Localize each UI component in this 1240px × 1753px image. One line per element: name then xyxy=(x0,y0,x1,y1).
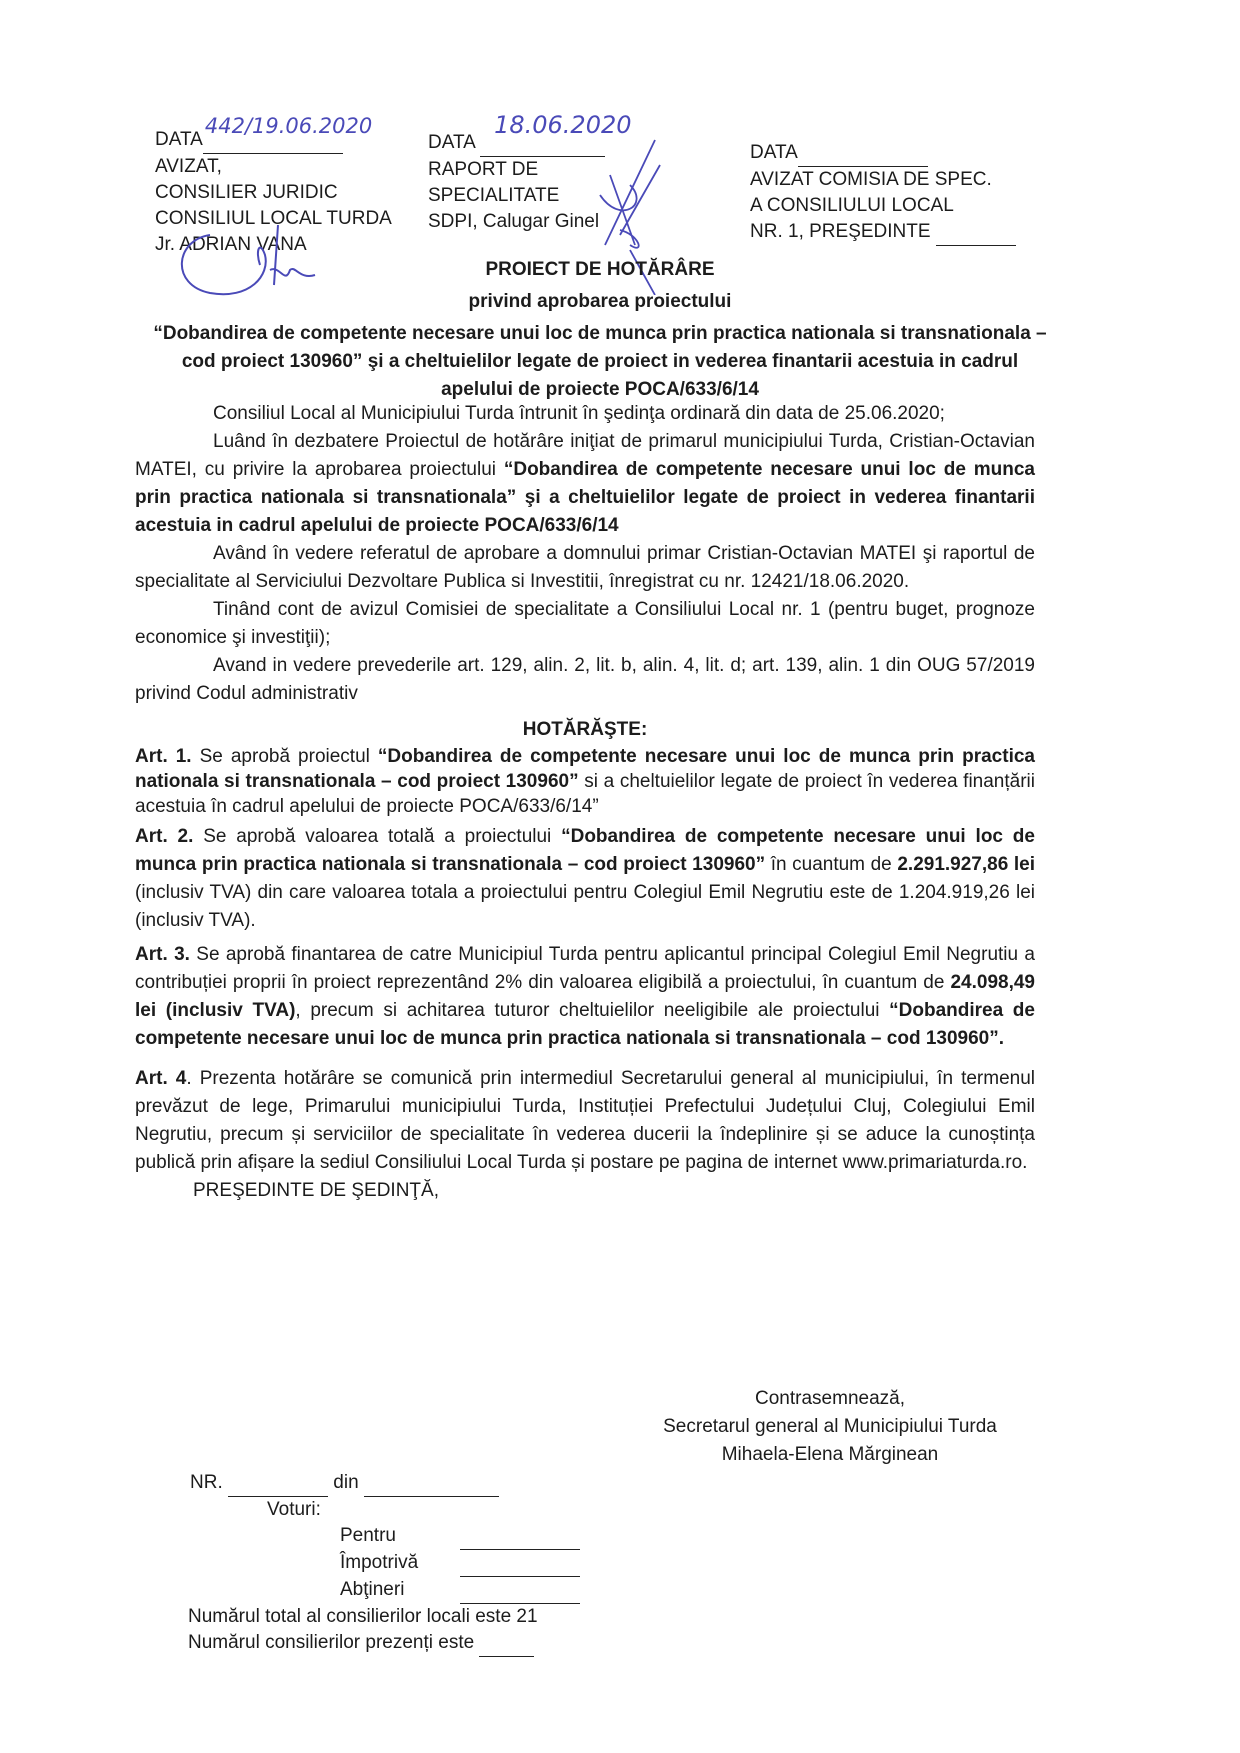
decision-heading: HOTĂRĂŞTE: xyxy=(522,719,648,740)
nr-row xyxy=(190,1470,580,1497)
article-3 xyxy=(135,941,1035,1053)
vote-row-abstain xyxy=(340,1577,580,1604)
header-right-block xyxy=(750,140,1016,246)
header-middle-block xyxy=(428,111,632,235)
preamble-paragraph xyxy=(135,428,1035,540)
total-councillors: Numărul total al consilierilor locali este 21 xyxy=(188,1606,538,1627)
date-field xyxy=(480,111,632,157)
vote-row-for xyxy=(340,1523,580,1550)
article-text: Se aprobă proiectul xyxy=(191,746,378,767)
din-label: din xyxy=(333,1472,359,1493)
document-title: PROIECT DE HOTĂRÂRE xyxy=(485,259,715,280)
header-right-president-row xyxy=(750,219,1016,246)
vote-label: Abţineri xyxy=(340,1579,405,1600)
present-councillors-row xyxy=(188,1630,580,1657)
header-left-line: Jr. ADRIAN VANA xyxy=(155,234,307,255)
project-title: “Dobandirea de competente necesare unui loc de munca prin practica nationala si transnationala – cod proiect 130960” şi a cheltuielilor legate de proiect in vederea finantarii acestuia in cadrul apelului de proiecte POCA/633/6/14 xyxy=(153,323,1047,400)
vote-row-against xyxy=(340,1550,580,1577)
article-text: . Prezenta hotărâre se comunică prin intermediul Secretarului general al municipiului, în termenul prevăzut de lege, Primarului municipiului Turda, Instituției Prefectului Județului Cluj, Colegiului Emil Negrutiu, precum și serviciilor de specialitate în vederea ducerii la îndeplinire și se aduce la cunoștința publică prin afișare la sediul Consiliului Local Turda și postare pe pagina de internet www.primariaturda.ro. xyxy=(135,1068,1035,1173)
header-middle-line: SPECIALITATE xyxy=(428,185,560,206)
president-signature-field xyxy=(936,219,1016,246)
date-field xyxy=(203,114,373,154)
article-text: si a cheltuielilor legate de proiect în vederea finanțării acestuia în cadrul apelului de proiecte POCA/633/6/14” xyxy=(135,771,1035,817)
preamble-text: Luând în dezbatere Proiectul de hotărâre iniţiat de primarul municipiului Turda, Cristian-Octavian MATEI, cu privire la aprobarea proiectului xyxy=(135,431,1035,480)
vote-field xyxy=(460,1577,580,1604)
nr-field xyxy=(228,1470,328,1497)
article-text: , precum si achitarea tuturor cheltuielilor neeligibile ale proiectului xyxy=(295,1000,890,1021)
vote-label: Împotrivă xyxy=(340,1552,419,1573)
document-body xyxy=(135,400,1035,1205)
article-text: (inclusiv TVA) din care valoarea totala a proiectului pentru Colegiul Emil Negrutiu este de 1.204.919,26 lei (inclusiv TVA). xyxy=(135,882,1035,931)
header-left-date-row xyxy=(155,114,392,154)
header-right-date-row xyxy=(750,140,1016,167)
document-title-block xyxy=(140,256,1060,404)
article-label: Art. 2. xyxy=(135,826,194,847)
preamble-paragraph: Având în vedere referatul de aprobare a domnului primar Cristian-Octavian MATEI şi raportul de specialitate al Serviciului Dezvoltare Publica si Investitii, înregistrat cu nr. 12421/18.06.2020. xyxy=(135,543,1035,592)
article-2 xyxy=(135,823,1035,935)
total-value: 2.291.927,86 lei xyxy=(897,854,1036,875)
handwritten-date: 18.06.2020 xyxy=(494,111,632,139)
article-bold-text: “Dobandirea de competente necesare unui loc de munca prin practica nationala si transnationala – cod proiect 130960” xyxy=(135,746,1035,792)
votes-list xyxy=(190,1523,580,1604)
president-signature-label: PREŞEDINTE DE ŞEDINŢĂ, xyxy=(193,1180,439,1201)
preamble-paragraph: Consiliul Local al Municipiului Turda întrunit în şedinţa ordinară din data de 25.06.2020; xyxy=(213,403,945,424)
nr-label: NR. xyxy=(190,1472,223,1493)
secretary-name: Mihaela-Elena Mărginean xyxy=(721,1444,939,1465)
vote-field xyxy=(460,1523,580,1550)
footer-block xyxy=(190,1470,580,1657)
article-bold-text: “Dobandirea de competente necesare unui loc de munca prin practica nationala si transnationala – cod 130960”. xyxy=(135,1000,1035,1049)
header-middle-line: RAPORT DE xyxy=(428,159,539,180)
header-left-line: CONSILIUL LOCAL TURDA xyxy=(155,208,392,229)
date-label: DATA xyxy=(155,129,203,150)
article-text: Se aprobă valoarea totală a proiectului xyxy=(193,826,562,847)
article-4 xyxy=(135,1065,1035,1177)
preamble-paragraph: Tinând cont de avizul Comisiei de specialitate a Consiliului Local nr. 1 (pentru buget, prognoze economice şi investiţii); xyxy=(135,599,1035,648)
article-label: Art. 3. xyxy=(135,944,190,965)
handwritten-date: 442/19.06.2020 xyxy=(204,114,373,138)
present-councillors-field xyxy=(479,1630,534,1657)
votes-label: Voturi: xyxy=(267,1499,321,1520)
present-councillors-label: Numărul consilierilor prezenți este xyxy=(188,1632,475,1653)
preamble-paragraph: Avand in vedere prevederile art. 129, alin. 2, lit. b, alin. 4, lit. d; art. 139, alin. 1 din OUG 57/2019 privind Codul administrativ xyxy=(135,655,1035,704)
header-left-block xyxy=(155,114,392,258)
countersign-label: Contrasemnează, xyxy=(755,1388,905,1409)
secretary-title: Secretarul general al Municipiului Turda xyxy=(663,1416,997,1437)
article-text: în cuantum de xyxy=(765,854,898,875)
article-bold-text: “Dobandirea de competente necesare unui loc de munca prin practica nationala si transnationala – cod proiect 130960” xyxy=(135,826,1035,875)
contribution-value: 24.098,49 lei (inclusiv TVA) xyxy=(135,972,1035,1021)
date-field xyxy=(798,140,928,167)
vote-field xyxy=(460,1550,580,1577)
article-label: Art. 1. xyxy=(135,746,192,767)
header-right-line: AVIZAT COMISIA DE SPEC. xyxy=(750,169,992,190)
header-left-line: AVIZAT, xyxy=(155,156,222,177)
header-right-line: NR. 1, PREŞEDINTE xyxy=(750,221,931,242)
vote-label: Pentru xyxy=(340,1525,396,1546)
article-text: Se aprobă finantarea de catre Municipiul Turda pentru aplicantul principal Colegiul Emil Negrutiu a contribuției proprii în proiect reprezentând 2% din valoarea eligibilă a proiectului, în cuantum de xyxy=(135,944,1035,993)
header-middle-date-row xyxy=(428,111,632,157)
countersign-block xyxy=(640,1385,1020,1469)
header-middle-line: SDPI, Calugar Ginel xyxy=(428,211,600,232)
date-label: DATA xyxy=(428,132,475,153)
document-subtitle: privind aprobarea proiectului xyxy=(468,291,732,312)
date-label: DATA xyxy=(750,142,798,163)
din-field xyxy=(364,1470,499,1497)
header-right-line: A CONSILIULUI LOCAL xyxy=(750,195,954,216)
article-label: Art. 4 xyxy=(135,1068,187,1089)
preamble-bold-text: “Dobandirea de competente necesare unui loc de munca prin practica nationala si transnationala” şi a cheltuielilor legate de proiect in vederea finantarii acestuia in cadrul apelului de proiecte POCA/633/6/14 xyxy=(135,459,1036,536)
article-1 xyxy=(135,744,1035,819)
header-left-line: CONSILIER JURIDIC xyxy=(155,182,338,203)
